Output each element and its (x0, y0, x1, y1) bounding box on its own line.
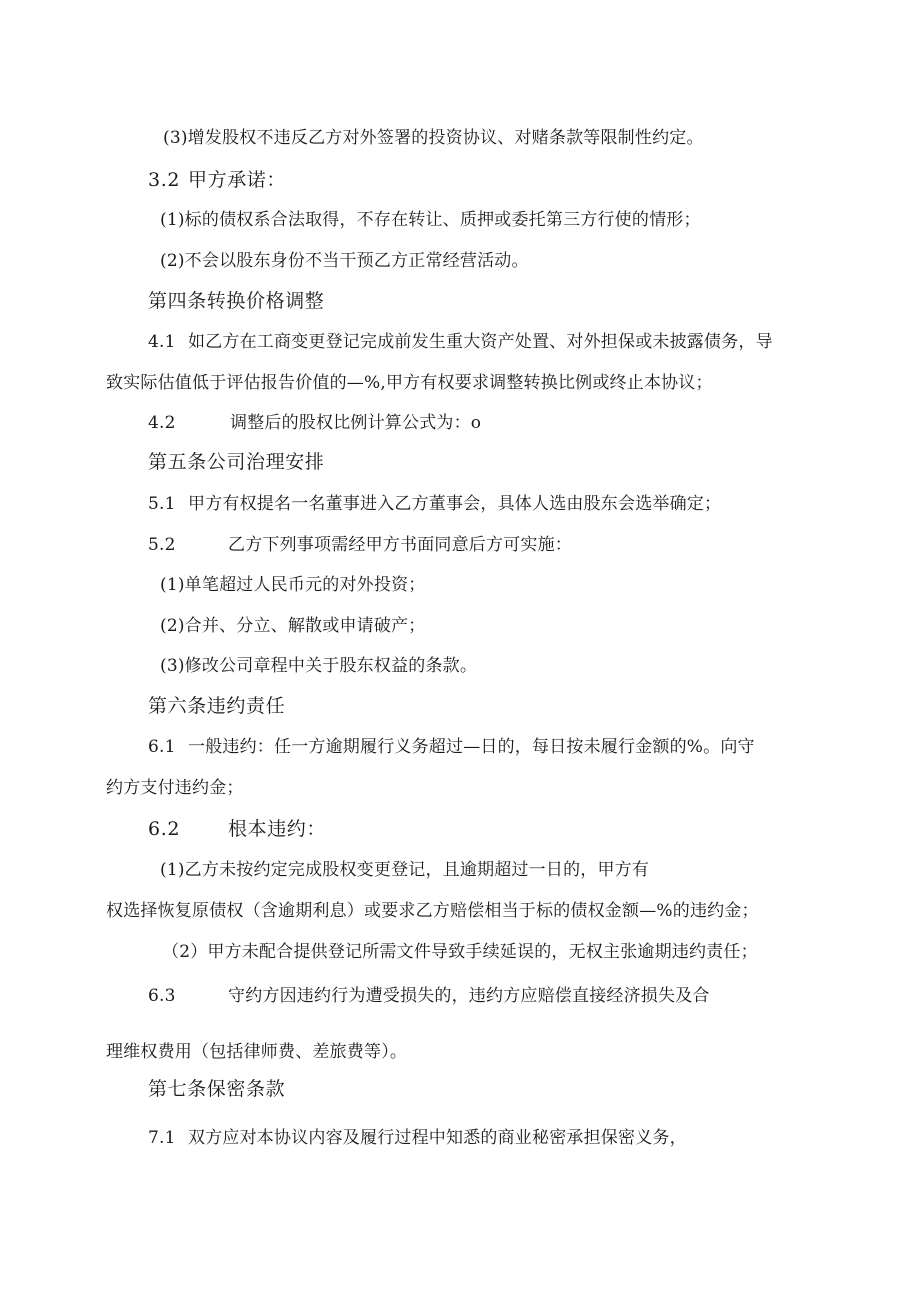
article-7-heading: 第七条保密条款 (148, 1078, 286, 1100)
clause-6-1-continued: 约方支付违约金； (106, 778, 244, 798)
clause-4-1-continued: 致实际估值低于评估报告价值的—%,甲方有权要求调整转换比例或终止本协议； (106, 373, 713, 393)
clause-6-2-item-1-continued: 权选择恢复原债权（含逾期利息）或要求乙方赔偿相当于标的债权金额—%的违约金； (106, 901, 759, 921)
clause-number: 5.1 (148, 494, 176, 514)
clause-5-2-item-3: (3)修改公司章程中关于股东权益的条款。 (160, 656, 478, 676)
clause-text: 双方应对本协议内容及履行过程中知悉的商业秘密承担保密义务， (188, 1128, 687, 1148)
clause-text: 甲方有权提名一名董事进入乙方董事会，具体人选由股东会选举确定； (188, 494, 722, 514)
clause-4-2 (148, 411, 481, 435)
article-5-heading: 第五条公司治理安排 (148, 451, 325, 473)
clause-6-1 (148, 735, 755, 759)
clause-number: 6.1 (148, 737, 176, 757)
clause-5-2-item-1: (1)单笔超过人民币元的对外投资； (160, 575, 426, 595)
clause-6-2-item-2: （2）甲方未配合提供登记所需文件导致手续延误的，无权主张逾期违约责任； (162, 942, 758, 962)
clause-number: 4.2 (148, 413, 176, 433)
clause-text: 守约方因违约行为遭受损失的，违约方应赔偿直接经济损失及合 (228, 986, 710, 1006)
clause-6-3 (148, 984, 710, 1008)
clause-number: 5.2 (148, 535, 176, 555)
clause-5-2 (148, 533, 572, 557)
clause-7-1 (148, 1126, 687, 1150)
clause-number: 4.1 (148, 332, 176, 352)
clause-text: 调整后的股权比例计算公式为：o (230, 413, 482, 433)
clause-5-1 (148, 492, 721, 516)
clause-text: 如乙方在工商变更登记完成前发生重大资产处置、对外担保或未披露债务，导 (188, 332, 773, 352)
clause-number: 6.2 (148, 818, 181, 840)
clause-3-2 (148, 168, 286, 192)
clause-number: 3.2 (148, 169, 181, 191)
clause-number: 6.3 (148, 986, 176, 1006)
clause-6-3-continued: 理维权费用（包括律师费、差旅费等）。 (106, 1042, 408, 1062)
clause-text: 乙方下列事项需经甲方书面同意后方可实施： (228, 535, 572, 555)
clause-6-2 (148, 817, 326, 841)
clause-number: 7.1 (148, 1128, 176, 1148)
clause-text: 一般违约：任一方逾期履行义务超过—日的，每日按未履行金额的%。向守 (188, 737, 755, 757)
article-6-heading: 第六条违约责任 (148, 695, 286, 717)
clause-6-2-item-1: (1)乙方未按约定完成股权变更登记，且逾期超过一日的，甲方有 (160, 860, 650, 880)
article-4-heading: 第四条转换价格调整 (148, 290, 325, 312)
clause-text: 根本违约： (228, 818, 327, 840)
clause-4-1 (148, 330, 773, 354)
clause-3-1-item-3: (3)增发股权不违反乙方对外签署的投资协议、对赌条款等限制性约定。 (163, 128, 704, 148)
clause-3-2-item-2: (2)不会以股东身份不当干预乙方正常经营活动。 (160, 251, 529, 271)
clause-text: 甲方承诺： (188, 169, 287, 191)
clause-5-2-item-2: (2)合并、分立、解散或申请破产； (160, 616, 426, 636)
clause-3-2-item-1: (1)标的债权系合法取得，不存在转让、质押或委托第三方行使的情形； (160, 210, 701, 230)
